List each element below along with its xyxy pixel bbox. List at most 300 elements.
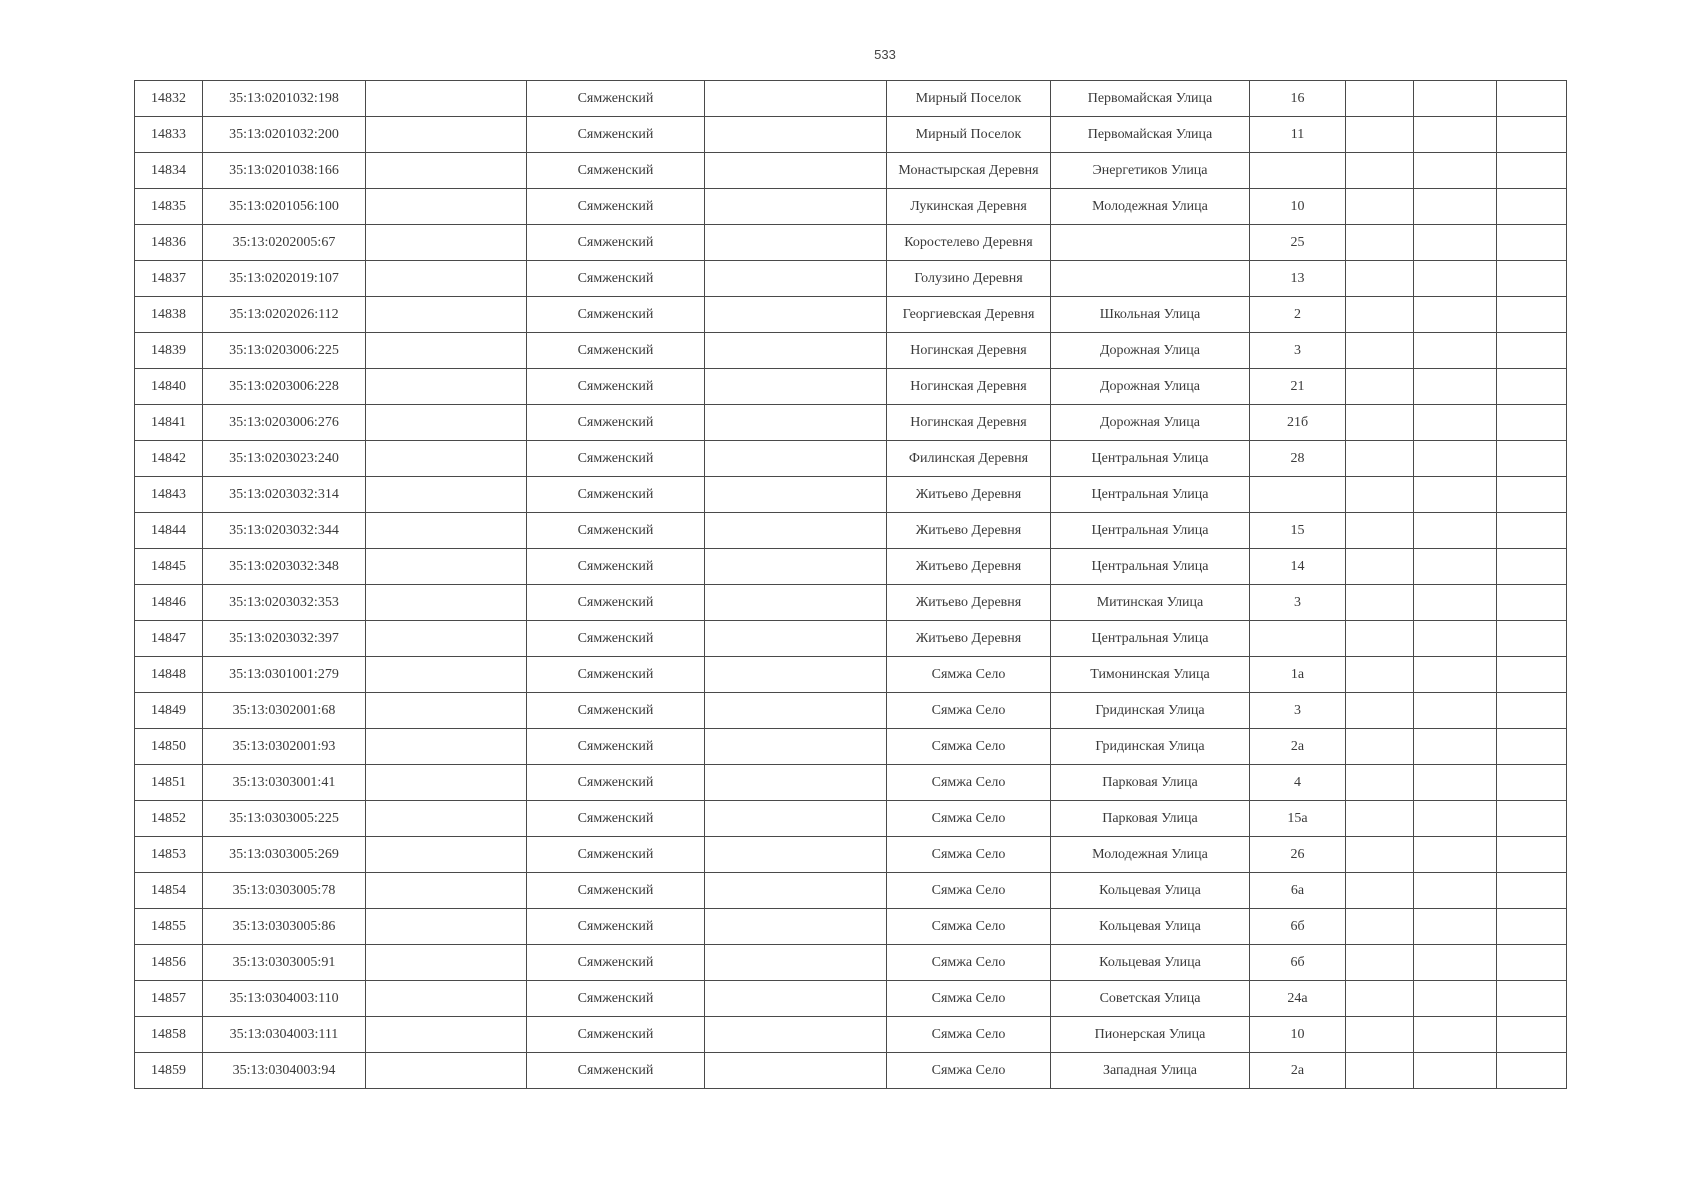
table-row — [135, 441, 1567, 477]
row-number-cell: 14855 — [135, 909, 203, 945]
cadastral-number-cell: 35:13:0304003:110 — [203, 981, 366, 1017]
empty-cell — [1414, 477, 1497, 513]
empty-cell — [1414, 837, 1497, 873]
house-number-cell: 15а — [1250, 801, 1346, 837]
street-cell: Кольцевая Улица — [1051, 873, 1250, 909]
empty-cell — [366, 189, 527, 225]
table-row — [135, 549, 1567, 585]
house-number-cell: 14 — [1250, 549, 1346, 585]
table-row — [135, 657, 1567, 693]
cadastral-number-cell: 35:13:0203006:276 — [203, 405, 366, 441]
empty-cell — [1497, 981, 1567, 1017]
district-cell: Сямженский — [527, 81, 705, 117]
table-row — [135, 117, 1567, 153]
empty-cell — [1346, 621, 1414, 657]
house-number-cell: 25 — [1250, 225, 1346, 261]
table-row — [135, 801, 1567, 837]
empty-cell — [705, 477, 887, 513]
empty-cell — [705, 225, 887, 261]
street-cell: Тимонинская Улица — [1051, 657, 1250, 693]
registry-table — [134, 80, 1567, 1089]
empty-cell — [1497, 621, 1567, 657]
street-cell: Гридинская Улица — [1051, 693, 1250, 729]
table-row — [135, 945, 1567, 981]
district-cell: Сямженский — [527, 189, 705, 225]
house-number-cell: 3 — [1250, 585, 1346, 621]
empty-cell — [1497, 837, 1567, 873]
empty-cell — [1414, 981, 1497, 1017]
row-number-cell: 14849 — [135, 693, 203, 729]
empty-cell — [1414, 909, 1497, 945]
locality-cell: Житьево Деревня — [887, 585, 1051, 621]
district-cell: Сямженский — [527, 621, 705, 657]
cadastral-number-cell: 35:13:0303005:86 — [203, 909, 366, 945]
empty-cell — [705, 549, 887, 585]
district-cell: Сямженский — [527, 981, 705, 1017]
district-cell: Сямженский — [527, 513, 705, 549]
empty-cell — [366, 981, 527, 1017]
street-cell: Первомайская Улица — [1051, 81, 1250, 117]
street-cell: Центральная Улица — [1051, 513, 1250, 549]
cadastral-number-cell: 35:13:0203032:344 — [203, 513, 366, 549]
locality-cell: Ногинская Деревня — [887, 333, 1051, 369]
empty-cell — [366, 225, 527, 261]
table-row — [135, 621, 1567, 657]
street-cell — [1051, 261, 1250, 297]
street-cell: Кольцевая Улица — [1051, 945, 1250, 981]
cadastral-number-cell: 35:13:0201056:100 — [203, 189, 366, 225]
cadastral-number-cell: 35:13:0304003:94 — [203, 1053, 366, 1089]
locality-cell: Сямжа Село — [887, 1017, 1051, 1053]
locality-cell: Коростелево Деревня — [887, 225, 1051, 261]
empty-cell — [1497, 945, 1567, 981]
street-cell: Молодежная Улица — [1051, 837, 1250, 873]
empty-cell — [1497, 117, 1567, 153]
row-number-cell: 14858 — [135, 1017, 203, 1053]
cadastral-number-cell: 35:13:0303005:78 — [203, 873, 366, 909]
row-number-cell: 14832 — [135, 81, 203, 117]
district-cell: Сямженский — [527, 333, 705, 369]
empty-cell — [705, 441, 887, 477]
empty-cell — [1346, 117, 1414, 153]
empty-cell — [705, 621, 887, 657]
house-number-cell: 15 — [1250, 513, 1346, 549]
street-cell: Парковая Улица — [1051, 801, 1250, 837]
empty-cell — [1414, 549, 1497, 585]
street-cell: Советская Улица — [1051, 981, 1250, 1017]
empty-cell — [1346, 873, 1414, 909]
district-cell: Сямженский — [527, 225, 705, 261]
empty-cell — [1414, 945, 1497, 981]
empty-cell — [1346, 585, 1414, 621]
table-row — [135, 837, 1567, 873]
empty-cell — [705, 153, 887, 189]
table-row — [135, 189, 1567, 225]
locality-cell: Филинская Деревня — [887, 441, 1051, 477]
empty-cell — [1497, 297, 1567, 333]
locality-cell: Монастырская Деревня — [887, 153, 1051, 189]
locality-cell: Мирный Поселок — [887, 117, 1051, 153]
district-cell: Сямженский — [527, 765, 705, 801]
empty-cell — [1497, 693, 1567, 729]
empty-cell — [1414, 441, 1497, 477]
empty-cell — [366, 801, 527, 837]
empty-cell — [705, 1017, 887, 1053]
empty-cell — [1346, 333, 1414, 369]
empty-cell — [366, 1017, 527, 1053]
row-number-cell: 14844 — [135, 513, 203, 549]
empty-cell — [1497, 153, 1567, 189]
street-cell: Дорожная Улица — [1051, 333, 1250, 369]
cadastral-number-cell: 35:13:0203032:348 — [203, 549, 366, 585]
empty-cell — [366, 261, 527, 297]
table-row — [135, 477, 1567, 513]
empty-cell — [1346, 549, 1414, 585]
house-number-cell: 11 — [1250, 117, 1346, 153]
empty-cell — [1346, 81, 1414, 117]
empty-cell — [1414, 873, 1497, 909]
row-number-cell: 14838 — [135, 297, 203, 333]
empty-cell — [1346, 981, 1414, 1017]
empty-cell — [705, 981, 887, 1017]
empty-cell — [1414, 261, 1497, 297]
empty-cell — [1414, 297, 1497, 333]
empty-cell — [366, 333, 527, 369]
street-cell: Митинская Улица — [1051, 585, 1250, 621]
empty-cell — [1497, 585, 1567, 621]
street-cell: Молодежная Улица — [1051, 189, 1250, 225]
table-row — [135, 909, 1567, 945]
empty-cell — [1346, 153, 1414, 189]
cadastral-number-cell: 35:13:0203006:228 — [203, 369, 366, 405]
table-row — [135, 873, 1567, 909]
table-row — [135, 585, 1567, 621]
locality-cell: Мирный Поселок — [887, 81, 1051, 117]
district-cell: Сямженский — [527, 729, 705, 765]
house-number-cell: 2а — [1250, 729, 1346, 765]
house-number-cell: 21б — [1250, 405, 1346, 441]
locality-cell: Георгиевская Деревня — [887, 297, 1051, 333]
district-cell: Сямженский — [527, 945, 705, 981]
empty-cell — [1414, 585, 1497, 621]
street-cell: Пионерская Улица — [1051, 1017, 1250, 1053]
empty-cell — [1346, 477, 1414, 513]
locality-cell: Сямжа Село — [887, 945, 1051, 981]
street-cell: Парковая Улица — [1051, 765, 1250, 801]
empty-cell — [1497, 1017, 1567, 1053]
street-cell: Гридинская Улица — [1051, 729, 1250, 765]
house-number-cell: 1а — [1250, 657, 1346, 693]
empty-cell — [1414, 405, 1497, 441]
empty-cell — [1497, 549, 1567, 585]
empty-cell — [705, 801, 887, 837]
empty-cell — [1346, 189, 1414, 225]
empty-cell — [1414, 621, 1497, 657]
locality-cell: Житьево Деревня — [887, 621, 1051, 657]
house-number-cell: 3 — [1250, 333, 1346, 369]
empty-cell — [1497, 909, 1567, 945]
row-number-cell: 14837 — [135, 261, 203, 297]
district-cell: Сямженский — [527, 117, 705, 153]
table-row — [135, 81, 1567, 117]
row-number-cell: 14854 — [135, 873, 203, 909]
empty-cell — [366, 369, 527, 405]
row-number-cell: 14857 — [135, 981, 203, 1017]
empty-cell — [1497, 1053, 1567, 1089]
cadastral-number-cell: 35:13:0303001:41 — [203, 765, 366, 801]
empty-cell — [1497, 477, 1567, 513]
cadastral-number-cell: 35:13:0201032:198 — [203, 81, 366, 117]
street-cell: Первомайская Улица — [1051, 117, 1250, 153]
street-cell: Дорожная Улица — [1051, 369, 1250, 405]
empty-cell — [1414, 801, 1497, 837]
cadastral-number-cell: 35:13:0202019:107 — [203, 261, 366, 297]
cadastral-number-cell: 35:13:0302001:93 — [203, 729, 366, 765]
cadastral-number-cell: 35:13:0304003:111 — [203, 1017, 366, 1053]
empty-cell — [1346, 909, 1414, 945]
empty-cell — [1414, 117, 1497, 153]
locality-cell: Житьево Деревня — [887, 549, 1051, 585]
empty-cell — [366, 477, 527, 513]
cadastral-number-cell: 35:13:0203032:397 — [203, 621, 366, 657]
house-number-cell: 6б — [1250, 945, 1346, 981]
empty-cell — [1497, 333, 1567, 369]
row-number-cell: 14851 — [135, 765, 203, 801]
empty-cell — [705, 945, 887, 981]
empty-cell — [705, 657, 887, 693]
district-cell: Сямженский — [527, 297, 705, 333]
empty-cell — [1414, 693, 1497, 729]
cadastral-number-cell: 35:13:0201032:200 — [203, 117, 366, 153]
empty-cell — [1414, 153, 1497, 189]
row-number-cell: 14852 — [135, 801, 203, 837]
empty-cell — [366, 657, 527, 693]
empty-cell — [366, 621, 527, 657]
empty-cell — [1414, 729, 1497, 765]
empty-cell — [1497, 81, 1567, 117]
cadastral-number-cell: 35:13:0203032:353 — [203, 585, 366, 621]
empty-cell — [1346, 729, 1414, 765]
empty-cell — [1414, 81, 1497, 117]
house-number-cell: 4 — [1250, 765, 1346, 801]
table-row — [135, 1017, 1567, 1053]
empty-cell — [705, 81, 887, 117]
empty-cell — [1346, 765, 1414, 801]
table-row — [135, 513, 1567, 549]
empty-cell — [1497, 765, 1567, 801]
row-number-cell: 14848 — [135, 657, 203, 693]
empty-cell — [1346, 441, 1414, 477]
district-cell: Сямженский — [527, 693, 705, 729]
district-cell: Сямженский — [527, 1053, 705, 1089]
empty-cell — [705, 909, 887, 945]
empty-cell — [1346, 837, 1414, 873]
cadastral-number-cell: 35:13:0202026:112 — [203, 297, 366, 333]
empty-cell — [705, 513, 887, 549]
house-number-cell — [1250, 477, 1346, 513]
empty-cell — [366, 909, 527, 945]
district-cell: Сямженский — [527, 405, 705, 441]
empty-cell — [705, 729, 887, 765]
empty-cell — [366, 441, 527, 477]
locality-cell: Сямжа Село — [887, 1053, 1051, 1089]
house-number-cell: 26 — [1250, 837, 1346, 873]
street-cell: Дорожная Улица — [1051, 405, 1250, 441]
empty-cell — [366, 81, 527, 117]
district-cell: Сямженский — [527, 549, 705, 585]
empty-cell — [366, 945, 527, 981]
locality-cell: Голузино Деревня — [887, 261, 1051, 297]
empty-cell — [705, 189, 887, 225]
house-number-cell: 6а — [1250, 873, 1346, 909]
house-number-cell: 6б — [1250, 909, 1346, 945]
street-cell: Энергетиков Улица — [1051, 153, 1250, 189]
empty-cell — [1346, 1017, 1414, 1053]
district-cell: Сямженский — [527, 1017, 705, 1053]
empty-cell — [1346, 405, 1414, 441]
district-cell: Сямженский — [527, 837, 705, 873]
table-row — [135, 765, 1567, 801]
house-number-cell — [1250, 621, 1346, 657]
empty-cell — [1497, 873, 1567, 909]
cadastral-number-cell: 35:13:0202005:67 — [203, 225, 366, 261]
empty-cell — [1414, 1017, 1497, 1053]
house-number-cell: 2 — [1250, 297, 1346, 333]
empty-cell — [1414, 513, 1497, 549]
street-cell: Центральная Улица — [1051, 621, 1250, 657]
row-number-cell: 14842 — [135, 441, 203, 477]
house-number-cell: 13 — [1250, 261, 1346, 297]
empty-cell — [705, 873, 887, 909]
district-cell: Сямженский — [527, 441, 705, 477]
cadastral-number-cell: 35:13:0201038:166 — [203, 153, 366, 189]
row-number-cell: 14847 — [135, 621, 203, 657]
street-cell: Центральная Улица — [1051, 549, 1250, 585]
empty-cell — [1346, 261, 1414, 297]
table-row — [135, 333, 1567, 369]
empty-cell — [705, 261, 887, 297]
empty-cell — [1414, 765, 1497, 801]
empty-cell — [705, 297, 887, 333]
cadastral-number-cell: 35:13:0203032:314 — [203, 477, 366, 513]
row-number-cell: 14843 — [135, 477, 203, 513]
empty-cell — [1497, 405, 1567, 441]
locality-cell: Сямжа Село — [887, 657, 1051, 693]
empty-cell — [1346, 1053, 1414, 1089]
empty-cell — [1414, 333, 1497, 369]
empty-cell — [1414, 657, 1497, 693]
empty-cell — [705, 837, 887, 873]
empty-cell — [366, 405, 527, 441]
row-number-cell: 14841 — [135, 405, 203, 441]
locality-cell: Сямжа Село — [887, 837, 1051, 873]
empty-cell — [1497, 441, 1567, 477]
row-number-cell: 14840 — [135, 369, 203, 405]
empty-cell — [1497, 729, 1567, 765]
table-row — [135, 981, 1567, 1017]
row-number-cell: 14853 — [135, 837, 203, 873]
row-number-cell: 14845 — [135, 549, 203, 585]
locality-cell: Житьево Деревня — [887, 477, 1051, 513]
district-cell: Сямженский — [527, 477, 705, 513]
cadastral-number-cell: 35:13:0203006:225 — [203, 333, 366, 369]
page-number: 533 — [874, 47, 896, 62]
empty-cell — [366, 153, 527, 189]
house-number-cell: 10 — [1250, 189, 1346, 225]
empty-cell — [366, 729, 527, 765]
district-cell: Сямженский — [527, 261, 705, 297]
house-number-cell: 24а — [1250, 981, 1346, 1017]
house-number-cell: 28 — [1250, 441, 1346, 477]
house-number-cell: 16 — [1250, 81, 1346, 117]
district-cell: Сямженский — [527, 585, 705, 621]
empty-cell — [1346, 693, 1414, 729]
row-number-cell: 14846 — [135, 585, 203, 621]
registry-table-body — [135, 81, 1567, 1089]
cadastral-number-cell: 35:13:0301001:279 — [203, 657, 366, 693]
locality-cell: Сямжа Село — [887, 801, 1051, 837]
locality-cell: Лукинская Деревня — [887, 189, 1051, 225]
empty-cell — [366, 549, 527, 585]
empty-cell — [1346, 297, 1414, 333]
row-number-cell: 14834 — [135, 153, 203, 189]
empty-cell — [1346, 369, 1414, 405]
empty-cell — [705, 693, 887, 729]
empty-cell — [366, 1053, 527, 1089]
empty-cell — [705, 765, 887, 801]
empty-cell — [366, 873, 527, 909]
empty-cell — [1414, 225, 1497, 261]
district-cell: Сямженский — [527, 657, 705, 693]
table-row — [135, 225, 1567, 261]
locality-cell: Сямжа Село — [887, 873, 1051, 909]
district-cell: Сямженский — [527, 909, 705, 945]
locality-cell: Сямжа Село — [887, 729, 1051, 765]
district-cell: Сямженский — [527, 369, 705, 405]
locality-cell: Сямжа Село — [887, 765, 1051, 801]
empty-cell — [1414, 1053, 1497, 1089]
street-cell — [1051, 225, 1250, 261]
empty-cell — [1497, 801, 1567, 837]
table-row — [135, 729, 1567, 765]
empty-cell — [366, 765, 527, 801]
locality-cell: Ногинская Деревня — [887, 405, 1051, 441]
empty-cell — [1497, 513, 1567, 549]
house-number-cell: 21 — [1250, 369, 1346, 405]
row-number-cell: 14859 — [135, 1053, 203, 1089]
empty-cell — [366, 297, 527, 333]
empty-cell — [1497, 369, 1567, 405]
street-cell: Школьная Улица — [1051, 297, 1250, 333]
street-cell: Центральная Улица — [1051, 441, 1250, 477]
street-cell: Западная Улица — [1051, 1053, 1250, 1089]
locality-cell: Сямжа Село — [887, 981, 1051, 1017]
row-number-cell: 14835 — [135, 189, 203, 225]
empty-cell — [366, 117, 527, 153]
empty-cell — [1497, 261, 1567, 297]
empty-cell — [1414, 369, 1497, 405]
empty-cell — [366, 693, 527, 729]
empty-cell — [366, 837, 527, 873]
table-row — [135, 405, 1567, 441]
empty-cell — [1346, 513, 1414, 549]
house-number-cell: 10 — [1250, 1017, 1346, 1053]
empty-cell — [705, 405, 887, 441]
house-number-cell: 2а — [1250, 1053, 1346, 1089]
row-number-cell: 14833 — [135, 117, 203, 153]
street-cell: Кольцевая Улица — [1051, 909, 1250, 945]
empty-cell — [1497, 225, 1567, 261]
